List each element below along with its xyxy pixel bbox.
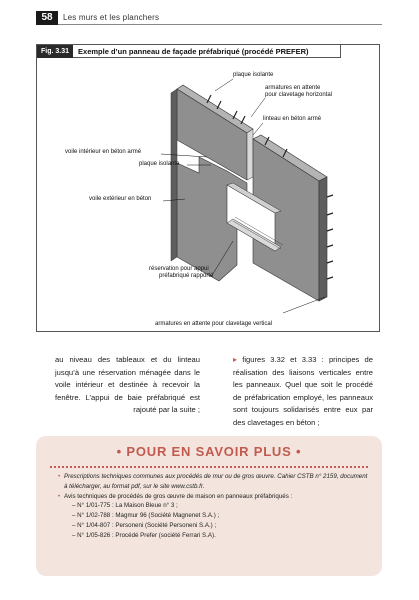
annotation-armatures-horizontal-1: armatures en attente — [265, 85, 321, 91]
body-text-left: au niveau des tableaux et du linteau jusqu’à une réservation ménagée dans le voile intérieur et destinée à recevoir la fenêtre. L’appui de baie préfabriqué est rajouté par la suite ; — [55, 355, 200, 415]
annotation-voile-interieur: voile intérieur en béton armé — [65, 149, 142, 155]
running-title: Les murs et les planchers — [63, 13, 160, 22]
annotation-plaque-isolante-mid: plaque isolante — [139, 161, 180, 167]
body-text-right — [233, 354, 373, 430]
annotation-plaque-isolante-top: plaque isolante — [233, 72, 274, 78]
reference-item-avis: • Avis techniques de procédés de gros œuvre de maison en panneaux préfabriqués : — [58, 492, 368, 502]
reference-subitem: – N° 1/02-788 : Magmur 96 (Société Magnenet S.A.) ; — [72, 512, 220, 520]
box-body — [58, 472, 368, 541]
annotation-voile-exterieur: voile extérieur en béton — [89, 196, 152, 202]
figure-title: Exemple d’un panneau de façade préfabriqué (procédé PREFER) — [78, 47, 309, 56]
page-number: 58 — [36, 11, 58, 25]
annotation-reservation-2: préfabriqué rapporté — [159, 273, 214, 279]
insulation-plate-upper — [247, 129, 253, 180]
rebar-vertical — [327, 195, 333, 279]
reference-subitem: – N° 1/05-826 : Procédé Prefer (société Ferrari S.A). — [72, 531, 216, 539]
annotation-reservation-1: réservation pour appui — [149, 266, 209, 272]
annotation-armatures-vertical: armatures en attente pour clavetage vertical — [155, 321, 273, 327]
panel-illustration — [37, 45, 379, 331]
figure-label: Fig. 3.31 — [37, 45, 73, 58]
box-title: • POUR EN SAVOIR PLUS • — [116, 444, 302, 459]
box-dotted-rule — [50, 466, 368, 468]
figure-3-31 — [36, 44, 380, 332]
right-panel-side — [319, 177, 327, 301]
annotation-linteau: linteau en béton armé — [263, 116, 322, 122]
reference-subitem: – N° 1/04-807 : Personeni (Société Personeni S.A.) ; — [72, 521, 217, 529]
left-panel-side — [171, 89, 177, 261]
body-text-right-content: figures 3.32 et 3.33 : principes de réalisation des liaisons verticales entre les panneaux. Quel que soit le procédé de préfabrication employé, les panneaux sont toujours solidarisés entre eux par des clavetages en béton ; — [233, 355, 373, 427]
header-rule — [58, 24, 382, 25]
further-reading-box — [36, 436, 382, 576]
reference-item-cstb: • Prescriptions techniques communes aux procédés de mur ou de gros œuvre. Cahier CSTB n° 2159, document à télécharger, au format pdf, sur le site www.cstb.fr. — [58, 472, 368, 492]
reference-subitem: – N° 1/01-775 : La Maison Bleue n° 3 ; — [72, 502, 178, 510]
annotation-armatures-horizontal-2: pour clavetage horizontal — [265, 92, 333, 98]
bullet-triangle-icon: ▸ — [233, 355, 238, 364]
running-header — [36, 11, 382, 25]
